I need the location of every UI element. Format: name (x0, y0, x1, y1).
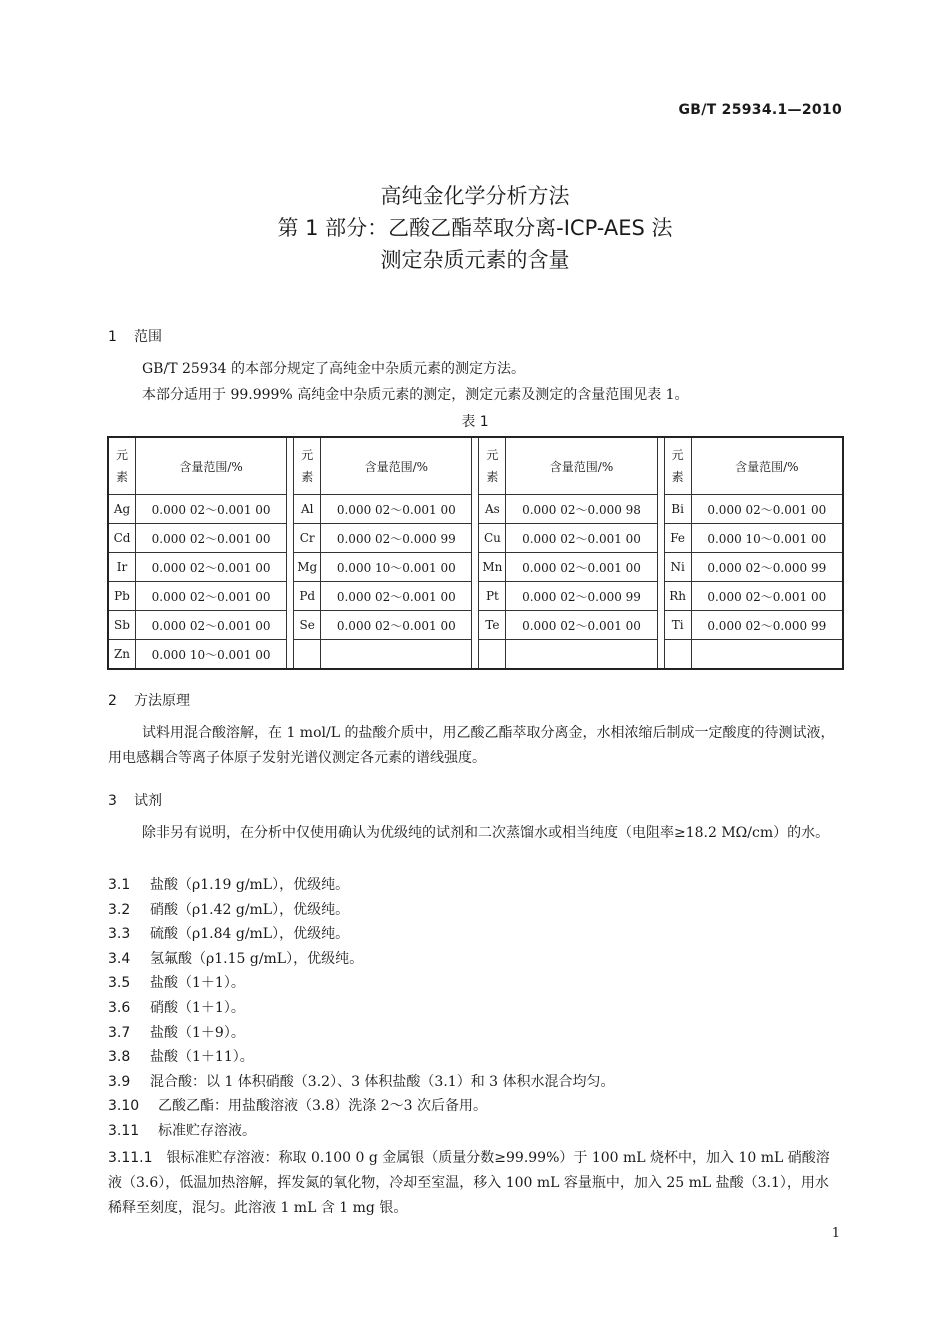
range-cell: 0.000 02～0.000 98 (506, 495, 657, 524)
element-cell: Al (294, 495, 321, 524)
column-gap (287, 611, 294, 640)
header-element-bottom: 素 (301, 470, 314, 484)
item-text: 硝酸（1＋1）。 (150, 1000, 245, 1016)
reagent-item (108, 949, 363, 969)
item-number: 3.11 (108, 1123, 140, 1139)
reagent-item (108, 1023, 245, 1043)
table-row (108, 495, 843, 524)
item-number: 3.1 (108, 877, 131, 893)
column-gap (472, 640, 479, 670)
reagent-item (108, 1121, 256, 1141)
column-gap (472, 611, 479, 640)
column-gap (472, 495, 479, 524)
range-cell: 0.000 02～0.001 00 (136, 495, 287, 524)
header-element (664, 437, 691, 495)
table-row (108, 553, 843, 582)
item-text: 硝酸（ρ1.42 g/mL），优级纯。 (150, 901, 350, 918)
item-text: 硫酸（ρ1.84 g/mL），优级纯。 (150, 926, 350, 943)
table-row (108, 524, 843, 553)
section-title: 范围 (134, 329, 162, 345)
range-cell: 0.000 02～0.001 00 (136, 553, 287, 582)
header-element-top: 元 (671, 448, 684, 462)
element-cell: Pb (108, 582, 136, 611)
range-cell: 0.000 02～0.001 00 (136, 611, 287, 640)
range-cell: 0.000 02～0.001 00 (321, 611, 472, 640)
element-cell: Bi (664, 495, 691, 524)
section-3-paragraph-1: 除非另有说明，在分析中仅使用确认为优级纯的试剂和二次蒸馏水或相当纯度（电阻率≥18.2 MΩ/cm）的水。 (142, 825, 830, 841)
section-2-paragraph-1: 试料用混合酸溶解，在 1 mol/L 的盐酸介质中，用乙酸乙酯萃取分离金，水相浓缩后制成一定酸度的待测试液，用电感耦合等离子体原子发射光谱仪测定各元素的谱线强度。 (108, 725, 835, 766)
item-text: 混合酸：以 1 体积硝酸（3.2）、3 体积盐酸（3.1）和 3 体积水混合均匀。 (150, 1073, 615, 1090)
header-element-bottom: 素 (671, 470, 684, 484)
element-cell: As (479, 495, 506, 524)
element-cell: Zn (108, 640, 136, 670)
item-number: 3.2 (108, 901, 131, 918)
header-element-top: 元 (115, 448, 128, 462)
column-gap (472, 582, 479, 611)
header-range: 含量范围/% (506, 437, 657, 495)
header-element-top: 元 (301, 448, 314, 462)
element-cell: Te (479, 611, 506, 640)
column-gap (287, 553, 294, 582)
range-cell: 0.000 02～0.000 99 (506, 582, 657, 611)
column-gap (657, 553, 664, 582)
range-cell: 0.000 02～0.001 00 (691, 582, 843, 611)
column-gap (287, 640, 294, 670)
column-gap (287, 437, 294, 495)
item-number: 3.10 (108, 1098, 140, 1115)
range-cell: 0.000 10～0.001 00 (691, 524, 843, 553)
document-title (0, 180, 950, 276)
reagent-item (108, 973, 245, 993)
range-cell: 0.000 02～0.001 00 (506, 611, 657, 640)
header-element (294, 437, 321, 495)
table-header-row (108, 437, 843, 495)
range-cell (691, 640, 843, 670)
element-cell: Ni (664, 553, 691, 582)
section-2-heading (108, 690, 190, 710)
range-cell: 0.000 02～0.001 00 (506, 553, 657, 582)
title-line-1: 高纯金化学分析方法 (380, 184, 570, 208)
element-cell: Fe (664, 524, 691, 553)
column-gap (472, 524, 479, 553)
item-number: 3.3 (108, 926, 131, 943)
range-cell: 0.000 02～0.000 99 (691, 611, 843, 640)
column-gap (657, 495, 664, 524)
section-1-paragraph-1: GB/T 25934 的本部分规定了高纯金中杂质元素的测定方法。 (142, 361, 525, 377)
item-text: 盐酸（1＋9）。 (150, 1024, 245, 1041)
table-caption: 表 1 (461, 414, 489, 430)
range-cell: 0.000 02～0.000 99 (691, 553, 843, 582)
column-gap (287, 495, 294, 524)
element-cell (479, 640, 506, 670)
title-line-2: 第 1 部分：乙酸乙酯萃取分离-ICP-AES 法 (277, 216, 673, 240)
element-cell: Sb (108, 611, 136, 640)
element-cell: Ir (108, 553, 136, 582)
column-gap (657, 640, 664, 670)
page-number: 1 (831, 1226, 840, 1241)
element-cell (664, 640, 691, 670)
item-number: 3.6 (108, 1000, 131, 1016)
title-line-3: 测定杂质元素的含量 (380, 248, 570, 272)
item-number: 3.7 (108, 1024, 131, 1041)
standard-number: GB/T 25934.1—2010 (678, 102, 842, 118)
reagent-item (108, 1096, 487, 1116)
element-cell: Mg (294, 553, 321, 582)
column-gap (287, 582, 294, 611)
reagent-item (108, 875, 349, 895)
section-1-heading (108, 326, 162, 346)
range-cell: 0.000 02～0.001 00 (321, 495, 472, 524)
header-range: 含量范围/% (136, 437, 287, 495)
item-text: 银标准贮存溶液：称取 0.100 0 g 金属银（质量分数≥99.99%）于 100 mL 烧杯中，加入 10 mL 硝酸溶液（3.6），低温加热溶解，挥发氮的氧化物，冷却至室温，移入 100 mL 容量瓶中，加入 25 mL 盐酸（3.1），用水稀释至刻度，混匀。此溶液 1 mL 含 1 mg 银。 (108, 1150, 830, 1216)
range-cell: 0.000 02～0.001 00 (136, 582, 287, 611)
element-cell: Cu (479, 524, 506, 553)
header-element (479, 437, 506, 495)
item-3-11-1 (108, 1146, 842, 1221)
item-text: 标准贮存溶液。 (158, 1123, 256, 1139)
reagent-item (108, 1072, 615, 1092)
item-text: 盐酸（1＋1）。 (150, 975, 245, 992)
element-cell: Pd (294, 582, 321, 611)
column-gap (472, 437, 479, 495)
element-cell: Ag (108, 495, 136, 524)
range-cell: 0.000 02～0.001 00 (691, 495, 843, 524)
column-gap (657, 437, 664, 495)
header-element-bottom: 素 (486, 470, 499, 484)
header-range: 含量范围/% (691, 437, 843, 495)
column-gap (287, 524, 294, 553)
header-element-top: 元 (486, 448, 499, 462)
range-cell (506, 640, 657, 670)
element-cell: Cd (108, 524, 136, 553)
item-number: 3.11.1 (108, 1150, 153, 1166)
table-row (108, 611, 843, 640)
element-cell: Mn (479, 553, 506, 582)
item-text: 氢氟酸（ρ1.15 g/mL），优级纯。 (150, 950, 364, 967)
range-cell: 0.000 02～0.001 00 (506, 524, 657, 553)
range-cell: 0.000 02～0.001 00 (136, 524, 287, 553)
element-cell (294, 640, 321, 670)
header-element (108, 437, 136, 495)
table-row (108, 582, 843, 611)
item-text: 盐酸（1＋11）。 (150, 1049, 254, 1066)
reagent-item (108, 1047, 254, 1067)
item-number: 3.8 (108, 1049, 131, 1066)
range-cell: 0.000 02～0.001 00 (321, 582, 472, 611)
range-cell: 0.000 10～0.001 00 (321, 553, 472, 582)
section-3-heading (108, 790, 162, 810)
section-number: 2 (108, 693, 117, 709)
element-cell: Ti (664, 611, 691, 640)
reagent-item (108, 998, 245, 1018)
range-cell (321, 640, 472, 670)
item-text: 盐酸（ρ1.19 g/mL），优级纯。 (150, 877, 350, 893)
section-number: 1 (108, 329, 117, 345)
item-number: 3.4 (108, 950, 131, 967)
table-row (108, 640, 843, 670)
reagent-item (108, 924, 349, 944)
column-gap (472, 553, 479, 582)
element-cell: Rh (664, 582, 691, 611)
header-range: 含量范围/% (321, 437, 472, 495)
column-gap (657, 524, 664, 553)
section-1-paragraph-2: 本部分适用于 99.999% 高纯金中杂质元素的测定，测定元素及测定的含量范围见表 1。 (142, 387, 689, 403)
section-title: 试剂 (134, 793, 162, 809)
range-cell: 0.000 02～0.000 99 (321, 524, 472, 553)
item-number: 3.9 (108, 1073, 131, 1090)
element-cell: Cr (294, 524, 321, 553)
content-range-table (107, 436, 844, 670)
column-gap (657, 611, 664, 640)
section-title: 方法原理 (134, 693, 190, 709)
header-element-bottom: 素 (115, 470, 128, 484)
element-cell: Se (294, 611, 321, 640)
range-cell: 0.000 10～0.001 00 (136, 640, 287, 670)
column-gap (657, 582, 664, 611)
reagent-item (108, 900, 349, 920)
element-cell: Pt (479, 582, 506, 611)
item-number: 3.5 (108, 975, 131, 992)
item-text: 乙酸乙酯：用盐酸溶液（3.8）洗涤 2～3 次后备用。 (158, 1098, 487, 1115)
section-number: 3 (108, 793, 117, 809)
